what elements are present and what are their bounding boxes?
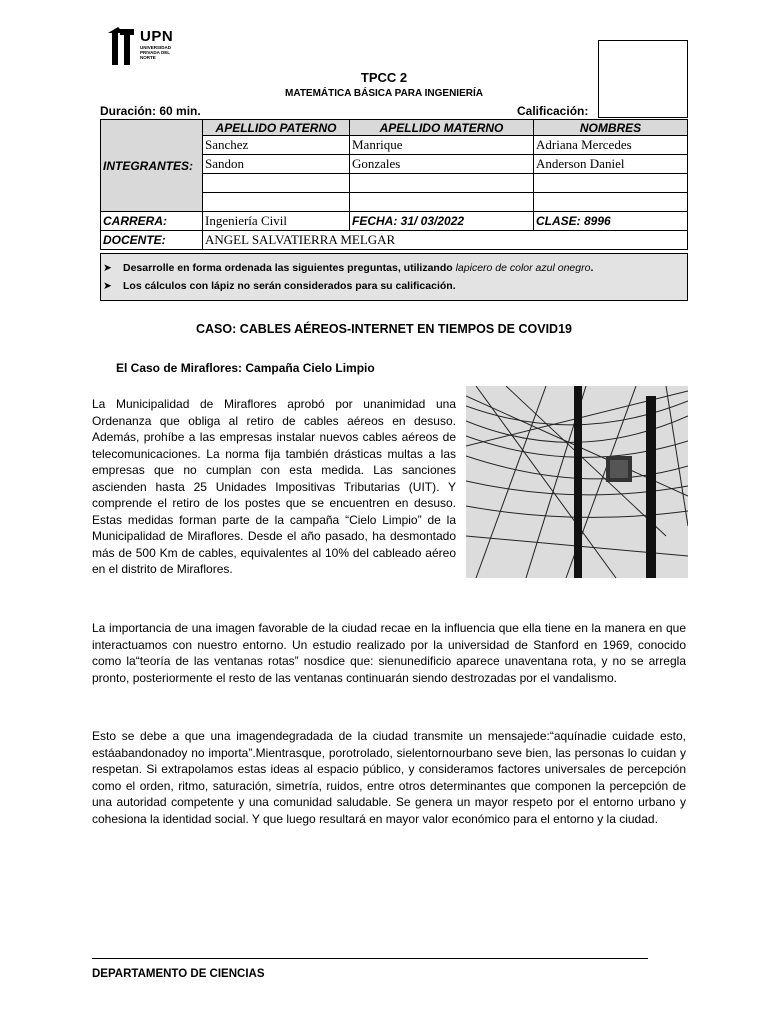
carrera-value[interactable]: Ingeniería Civil [203,212,350,231]
power-lines-photo [466,386,688,578]
paragraph-2: La importancia de una imagen favorable de la ciudad recae en la influencia que ella tiene en la manera en que interactuamos con nuestro entorno. Un estudio realizado por la universidad de Stanford en 1969, conocido como la“teoría de las ventanas rotas” nosdice que: sienunedificio aparece unaventana rota, y no se arregla pronto, posteriormente el resto de las ventanas continuarán siendo destrozadas por el vandalismo. [92,621,686,685]
fecha-value[interactable]: FECHA: 31/ 03/2022 [350,212,534,231]
instruction-1: ➤ Desarrolle en forma ordenada las siguientes preguntas, utilizando lapicero de color azul onegro. [103,262,594,274]
case-title: CASO: CABLES AÉREOS-INTERNET EN TIEMPOS DE COVID19 [196,322,572,336]
member-3-nombres[interactable] [534,174,688,193]
member-4-paterno[interactable] [203,193,350,212]
grade-label: Calificación: [517,104,589,118]
case-subtitle: El Caso de Miraflores: Campaña Cielo Limpio [116,361,375,375]
col-header-materno: APELLIDO MATERNO [350,120,534,136]
member-1-nombres[interactable]: Adriana Mercedes [534,136,688,155]
docente-value[interactable]: ANGEL SALVATIERRA MELGAR [203,231,688,250]
instructions-box [100,253,688,301]
duration-label: Duración: 60 min. [100,104,201,118]
paragraph-3: Esto se debe a que una imagendegradada de la ciudad transmite un mensajede:“aquínadie cuidade esto, estáabandonadoy no importa”.Mientrasque, porotrolado, sielentornourbano seve bien, las personas lo cuidan y respetan. Si extrapolamos estas ideas al espacio público, y consideramos factores universales de percepción como el orden, ritmo, saturación, simetría, ruidos, entre otros determinantes que componen la percepción de una autoridad competente y una comunidad saludable. Se genera un mayor respeto por el entorno urbano y cohesiona la identidad social. Y que luego resultará en mayor valor económico para el entorno y la ciudad. [92,729,686,826]
member-2-materno[interactable]: Gonzales [350,155,534,174]
logo-subtitle: UNIVERSIDAD PRIVADA DEL NORTE [140,45,172,60]
member-2-nombres[interactable]: Anderson Daniel [534,155,688,174]
logo-text: UPN [140,28,174,45]
footer-department: DEPARTAMENTO DE CIENCIAS [92,968,265,980]
arrow-icon: ➤ [103,262,112,274]
student-form [100,119,688,250]
member-3-materno[interactable] [350,174,534,193]
instruction-2: ➤ Los cálculos con lápiz no serán considerados para su calificación. [103,280,456,292]
arrow-icon: ➤ [103,280,112,292]
clase-value[interactable]: CLASE: 8996 [534,212,688,231]
col-header-paterno: APELLIDO PATERNO [203,120,350,136]
paragraph-1: La Municipalidad de Miraflores aprobó por unanimidad una Ordenanza que obliga al retiro de cables aéreos en desuso. Además, prohíbe a las empresas instalar nuevos cables aéreos de telecomunicaciones. La norma fija también drásticas multas a las empresas que no cumplan con esta medida. Las sanciones ascienden hasta 25 Unidades Impositivas Tributarias (UIT). Y comprende el retiro de los postes que se encuentren en desuso. Estas medidas forman parte de la campaña “Cielo Limpio” de la Municipalidad de Miraflores. Desde el año pasado, ha desmontado más de 500 Km de cables, equivalentes al 10% del cableado aéreo en el distrito de Miraflores. [92,397,456,576]
exam-title: TPCC 2 [360,70,408,85]
carrera-label: CARRERA: [101,212,203,231]
member-4-materno[interactable] [350,193,534,212]
member-1-materno[interactable]: Manrique [350,136,534,155]
member-2-paterno[interactable]: Sandon [203,155,350,174]
docente-label: DOCENTE: [101,231,203,250]
col-header-nombres: NOMBRES [534,120,688,136]
footer-divider [92,958,648,959]
member-4-nombres[interactable] [534,193,688,212]
member-1-paterno[interactable]: Sanchez [203,136,350,155]
member-3-paterno[interactable] [203,174,350,193]
course-title: MATEMÁTICA BÁSICA PARA INGENIERÍA [285,88,483,99]
integrantes-label: INTEGRANTES: [101,120,203,212]
